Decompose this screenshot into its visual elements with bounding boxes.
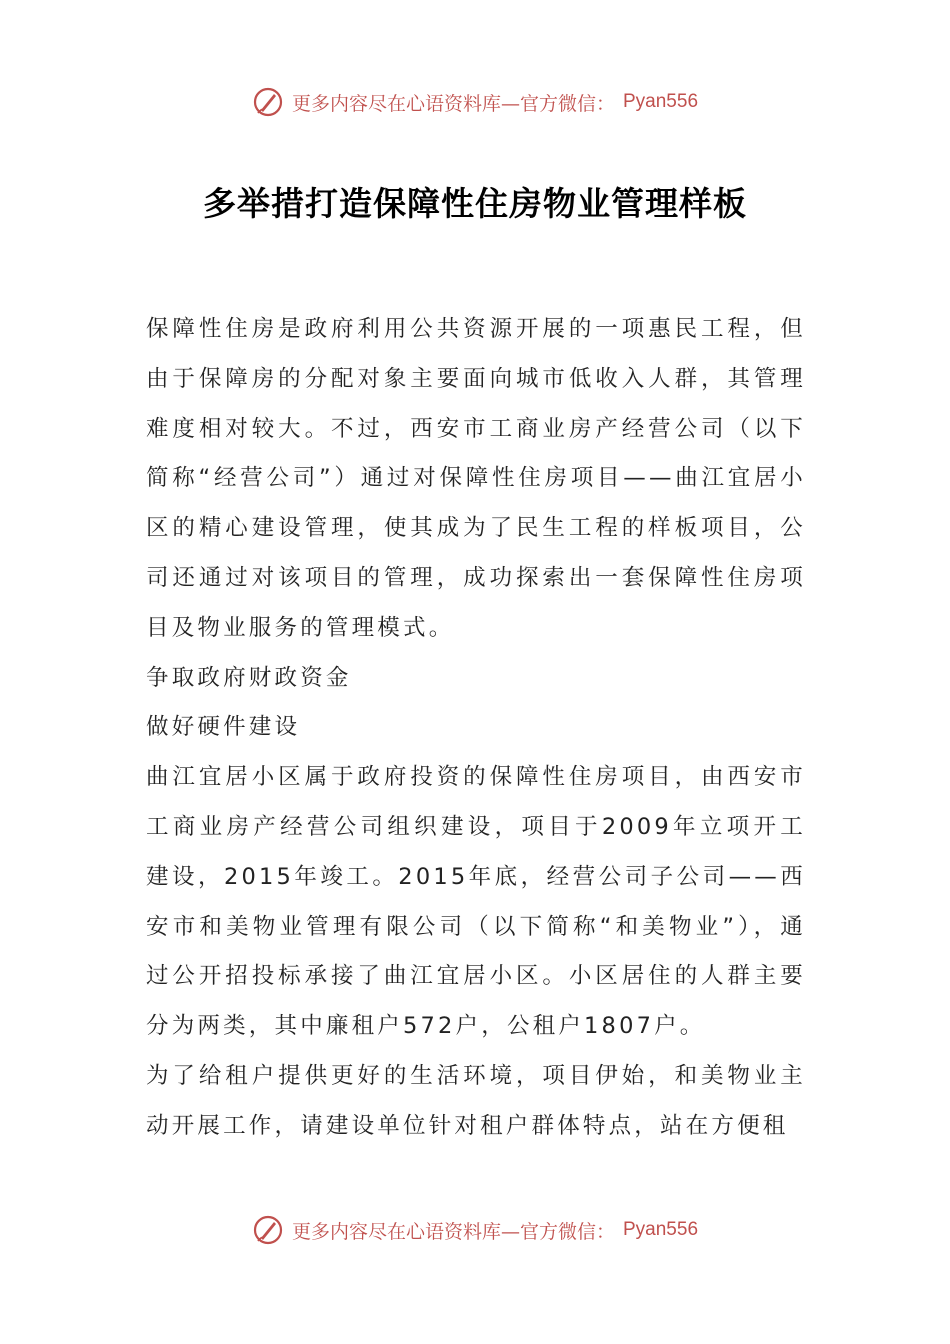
document-title: 多举措打造保障性住房物业管理样板 — [203, 184, 747, 223]
body-paragraph: 为了给租户提供更好的生活环境，项目伊始，和美物业主动开展工作，请建设单位针对租户群体特点，站在方便租 — [146, 1062, 806, 1139]
quill-pen-logo-icon — [252, 86, 284, 118]
banner-brand-text: 更多内容尽在心语资料库—官方微信： — [291, 1220, 615, 1243]
footer-banner — [0, 1210, 950, 1250]
section-heading: 做好硬件建设 — [146, 714, 301, 741]
document-body — [146, 305, 806, 1152]
body-paragraph: 曲江宜居小区属于政府投资的保障性住房项目，由西安市工商业房产经营公司组织建设，项目于2009年立项开工建设，2015年竣工。2015年底，经营公司子公司——西安市和美物业管理有限公司（以下简称“和美物业”），通过公开招投标承接了曲江宜居小区。小区居住的人群主要分为两类，其中廉租户572户，公租户1807户。 — [146, 764, 806, 1040]
banner-wechat-id: Pyan556 — [623, 91, 699, 112]
body-paragraph: 保障性住房是政府利用公共资源开展的一项惠民工程，但由于保障房的分配对象主要面向城市低收入人群，其管理难度相对较大。不过，西安市工商业房产经营公司（以下简称“经营公司”）通过对保障性住房项目——曲江宜居小区的精心建设管理，使其成为了民生工程的样板项目，公司还通过对该项目的管理，成功探索出一套保障性住房项目及物业服务的管理模式。 — [146, 316, 806, 641]
quill-pen-logo-icon — [252, 1214, 284, 1246]
banner-brand-text: 更多内容尽在心语资料库—官方微信： — [291, 92, 615, 115]
banner-wechat-id: Pyan556 — [623, 1219, 699, 1240]
header-banner — [0, 82, 950, 122]
section-heading: 争取政府财政资金 — [146, 664, 352, 691]
